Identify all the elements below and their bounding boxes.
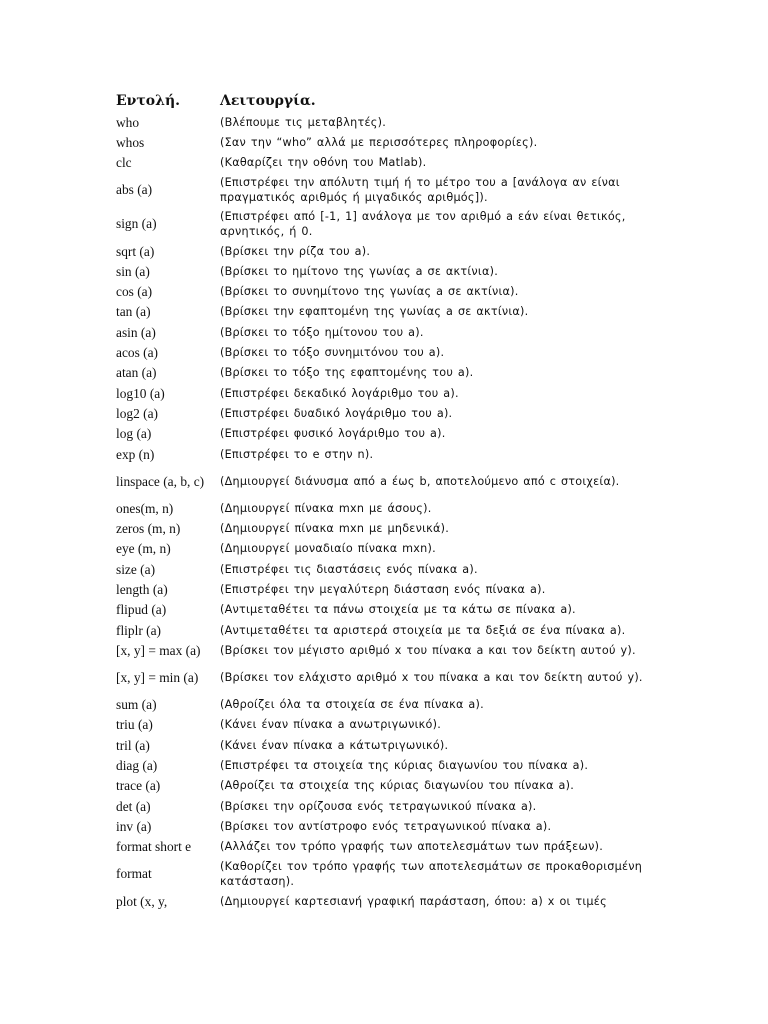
command-cell: atan (a): [116, 365, 157, 381]
table-row: [116, 342, 656, 362]
command-cell: length (a): [116, 581, 168, 597]
description-cell: (Επιστρέφει τις διαστάσεις ενός πίνακα a).: [220, 562, 478, 576]
description-cell: (Επιστρέφει το e στην n).: [220, 447, 374, 461]
command-cell: format short e: [116, 839, 192, 855]
table-row: [116, 735, 656, 755]
table-row: [116, 207, 656, 241]
command-cell: tril (a): [116, 737, 150, 753]
description-cell: (Αντιμεταθέτει τα πάνω στοιχεία με τα κάτω σε πίνακα a).: [220, 603, 576, 617]
description-cell: (Βρίσκει το τόξο ημίτονου του a).: [220, 325, 424, 339]
command-cell: inv (a): [116, 818, 152, 834]
description-cell: (Δημιουργεί διάνυσμα από a έως b, αποτελούμενο από c στοιχεία).: [220, 474, 620, 488]
table-row: [116, 241, 656, 261]
command-cell: log10 (a): [116, 385, 165, 401]
command-cell: clc: [116, 155, 132, 171]
description-cell: (Επιστρέφει από [-1, 1] ανάλογα με τον αριθμό a εάν είναι θετικός, αρνητικός, ή 0.: [220, 209, 626, 238]
command-table-body: [116, 90, 656, 911]
command-cell: tan (a): [116, 304, 151, 320]
table-row: [116, 173, 656, 207]
command-cell: trace (a): [116, 778, 161, 794]
description-cell: (Καθορίζει τον τρόπο γραφής των αποτελεσμάτων σε προκαθορισμένη κατάσταση).: [220, 859, 643, 888]
command-cell: log (a): [116, 426, 152, 442]
description-cell: (Επιστρέφει τα στοιχεία της κύριας διαγωνίου του πίνακα a).: [220, 759, 589, 773]
command-cell: log2 (a): [116, 405, 159, 421]
command-cell: size (a): [116, 561, 156, 577]
table-row: [116, 464, 656, 498]
description-cell: (Βρίσκει το ημίτονο της γωνίας a σε ακτίνια).: [220, 264, 499, 278]
command-cell: flipud (a): [116, 602, 167, 618]
command-cell: whos: [116, 134, 145, 150]
command-cell: linspace (a, b, c): [116, 473, 205, 489]
description-cell: (Βρίσκει το τόξο συνημιτόνου του a).: [220, 346, 445, 360]
description-cell: (Βρίσκει την εφαπτομένη της γωνίας a σε ακτίνια).: [220, 305, 529, 319]
description-cell: (Βλέπουμε τις μεταβλητές).: [220, 115, 387, 129]
command-cell: format: [116, 866, 152, 882]
table-row: [116, 695, 656, 715]
description-cell: (Δημιουργεί καρτεσιανή γραφική παράσταση, όπου: a) x οι τιμές: [220, 894, 607, 908]
table-row: [116, 715, 656, 735]
command-cell: eye (m, n): [116, 541, 171, 557]
description-cell: (Κάνει έναν πίνακα a κάτωτριγωνικό).: [220, 738, 449, 752]
table-row: [116, 403, 656, 423]
command-cell: diag (a): [116, 758, 158, 774]
command-cell: [x, y] = max (a): [116, 642, 201, 658]
description-cell: (Επιστρέφει δυαδικό λογάριθμο του a).: [220, 406, 453, 420]
command-cell: ones(m, n): [116, 500, 174, 516]
description-cell: (Βρίσκει το συνημίτονο της γωνίας a σε ακτίνια).: [220, 285, 519, 299]
table-row: [116, 857, 656, 891]
command-cell: zeros (m, n): [116, 521, 181, 537]
table-row: [116, 891, 656, 911]
table-row: [116, 112, 656, 132]
description-cell: (Βρίσκει τον ελάχιστο αριθμό x του πίνακα a και τον δείκτη αυτού y).: [220, 671, 643, 685]
command-cell: sqrt (a): [116, 243, 155, 259]
command-cell: cos (a): [116, 284, 153, 300]
description-cell: (Βρίσκει την ορίζουσα ενός τετραγωνικού πίνακα a).: [220, 799, 537, 813]
description-cell: (Δημιουργεί μοναδιαίο πίνακα mxn).: [220, 542, 436, 556]
table-row: [116, 302, 656, 322]
table-row: [116, 661, 656, 695]
command-cell: det (a): [116, 798, 151, 814]
description-cell: (Αλλάζει τον τρόπο γραφής των αποτελεσμάτων των πράξεων).: [220, 840, 604, 854]
table-row: [116, 132, 656, 152]
command-cell: triu (a): [116, 717, 153, 733]
description-cell: (Βρίσκει το τόξο της εφαπτομένης του a).: [220, 366, 474, 380]
table-row: [116, 559, 656, 579]
description-cell: (Καθαρίζει την οθόνη του Matlab).: [220, 156, 427, 170]
table-row: [116, 498, 656, 518]
command-cell: plot (x, y,: [116, 893, 168, 909]
table-row: [116, 600, 656, 620]
description-cell: (Δημιουργεί πίνακα mxn με μηδενικά).: [220, 522, 450, 536]
command-cell: asin (a): [116, 324, 156, 340]
table-row: [116, 281, 656, 301]
command-reference: [116, 90, 656, 911]
table-row: [116, 444, 656, 464]
command-cell: acos (a): [116, 345, 159, 361]
description-cell: (Βρίσκει την ρίζα του a).: [220, 244, 371, 258]
description-cell: (Αθροίζει τα στοιχεία της κύριας διαγωνίου του πίνακα a).: [220, 779, 575, 793]
description-cell: (Δημιουργεί πίνακα mxn με άσους).: [220, 501, 432, 515]
table-row: [116, 837, 656, 857]
command-table: [116, 90, 656, 911]
table-row: [116, 322, 656, 342]
table-row: [116, 363, 656, 383]
description-cell: (Επιστρέφει την μεγαλύτερη διάσταση ενός πίνακα a).: [220, 582, 546, 596]
table-row: [116, 153, 656, 173]
table-header-row: [116, 90, 656, 112]
table-row: [116, 518, 656, 538]
description-cell: (Επιστρέφει την απόλυτη τιμή ή το μέτρο του a [ανάλογα αν είναι πραγματικός αριθμός ή μιγαδικός αριθμός]).: [220, 175, 620, 204]
description-cell: (Βρίσκει τον μέγιστο αριθμό x του πίνακα a και τον δείκτη αυτού y).: [220, 643, 636, 657]
command-cell: sin (a): [116, 263, 150, 279]
command-cell: abs (a): [116, 182, 153, 198]
table-row: [116, 620, 656, 640]
table-row: [116, 539, 656, 559]
table-row: [116, 383, 656, 403]
table-row: [116, 816, 656, 836]
description-cell: (Επιστρέφει φυσικό λογάριθμο του a).: [220, 427, 446, 441]
description-cell: (Βρίσκει τον αντίστροφο ενός τετραγωνικού πίνακα a).: [220, 819, 552, 833]
command-cell: exp (n): [116, 446, 155, 462]
command-cell: who: [116, 114, 140, 130]
table-row: [116, 261, 656, 281]
command-cell: fliplr (a): [116, 622, 161, 638]
description-cell: (Κάνει έναν πίνακα a ανωτριγωνικό).: [220, 718, 442, 732]
table-row: [116, 796, 656, 816]
table-row: [116, 640, 656, 660]
table-row: [116, 755, 656, 775]
command-cell: sign (a): [116, 216, 157, 232]
description-cell: (Αθροίζει όλα τα στοιχεία σε ένα πίνακα a).: [220, 698, 484, 712]
description-cell: (Σαν την “who” αλλά με περισσότερες πληροφορίες).: [220, 135, 538, 149]
table-row: [116, 424, 656, 444]
table-row: [116, 776, 656, 796]
description-cell: (Αντιμεταθέτει τα αριστερά στοιχεία με τα δεξιά σε ένα πίνακα a).: [220, 623, 626, 637]
command-column-header: Εντολή.: [116, 92, 181, 109]
command-cell: [x, y] = min (a): [116, 670, 199, 686]
command-cell: sum (a): [116, 697, 157, 713]
function-column-header: Λειτουργία.: [220, 92, 316, 109]
description-cell: (Επιστρέφει δεκαδικό λογάριθμο του a).: [220, 386, 459, 400]
table-row: [116, 579, 656, 599]
